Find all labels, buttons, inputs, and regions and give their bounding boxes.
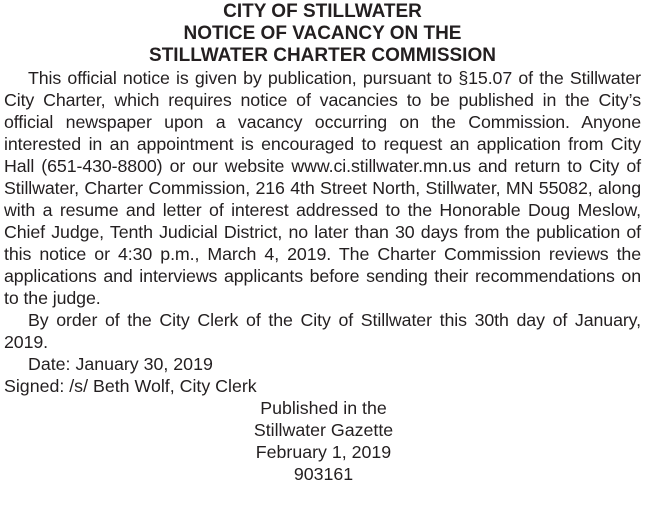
publication-line-3: February 1, 2019 — [255, 442, 392, 462]
notice-title-line-1: CITY OF STILLWATER — [223, 1, 422, 22]
notice-body-paragraph: This official notice is given by publication, pursuant to §15.07 of the Stillwater City Charter, which requires notice of vacancies to be published in the City’s official newspaper upon a vacancy occurring on the Commission. Anyone interested in an appointment is encouraged to request an application from City Hall (651-430-8800) or our website www.ci.stillwater.​mn.us and return to City of Stillwater, Charter Commission, 216 4th Street North, Stillwater, MN 55082, along with a resume and letter of interest addressed to the Honorable Doug Meslow, Chief Judge, Tenth Judicial District, no later than 30 days from the publication of this notice or 4:30 p.m., March 4, 2019. The Charter Commission reviews the applications and interviews applicants before sending their recommendations on to the judge. — [4, 68, 641, 308]
publication-line-2: Stillwater Gazette — [253, 420, 394, 440]
notice-title-line-2: NOTICE OF VACANCY ON THE — [183, 23, 462, 44]
notice-date: Date: January 30, 2019 — [28, 354, 213, 374]
notice-title-line-3: STILLWATER CHARTER COMMISSION — [149, 45, 496, 66]
order-paragraph: By order of the City Clerk of the City of Stillwater this 30th day of January, 2019. — [4, 310, 641, 352]
publication-id: 903161 — [293, 464, 354, 484]
publication-info — [4, 397, 641, 485]
public-notice — [4, 0, 641, 485]
notice-signature: Signed: /s/ Beth Wolf, City Clerk — [4, 376, 257, 396]
publication-line-1: Published in the — [260, 398, 387, 418]
